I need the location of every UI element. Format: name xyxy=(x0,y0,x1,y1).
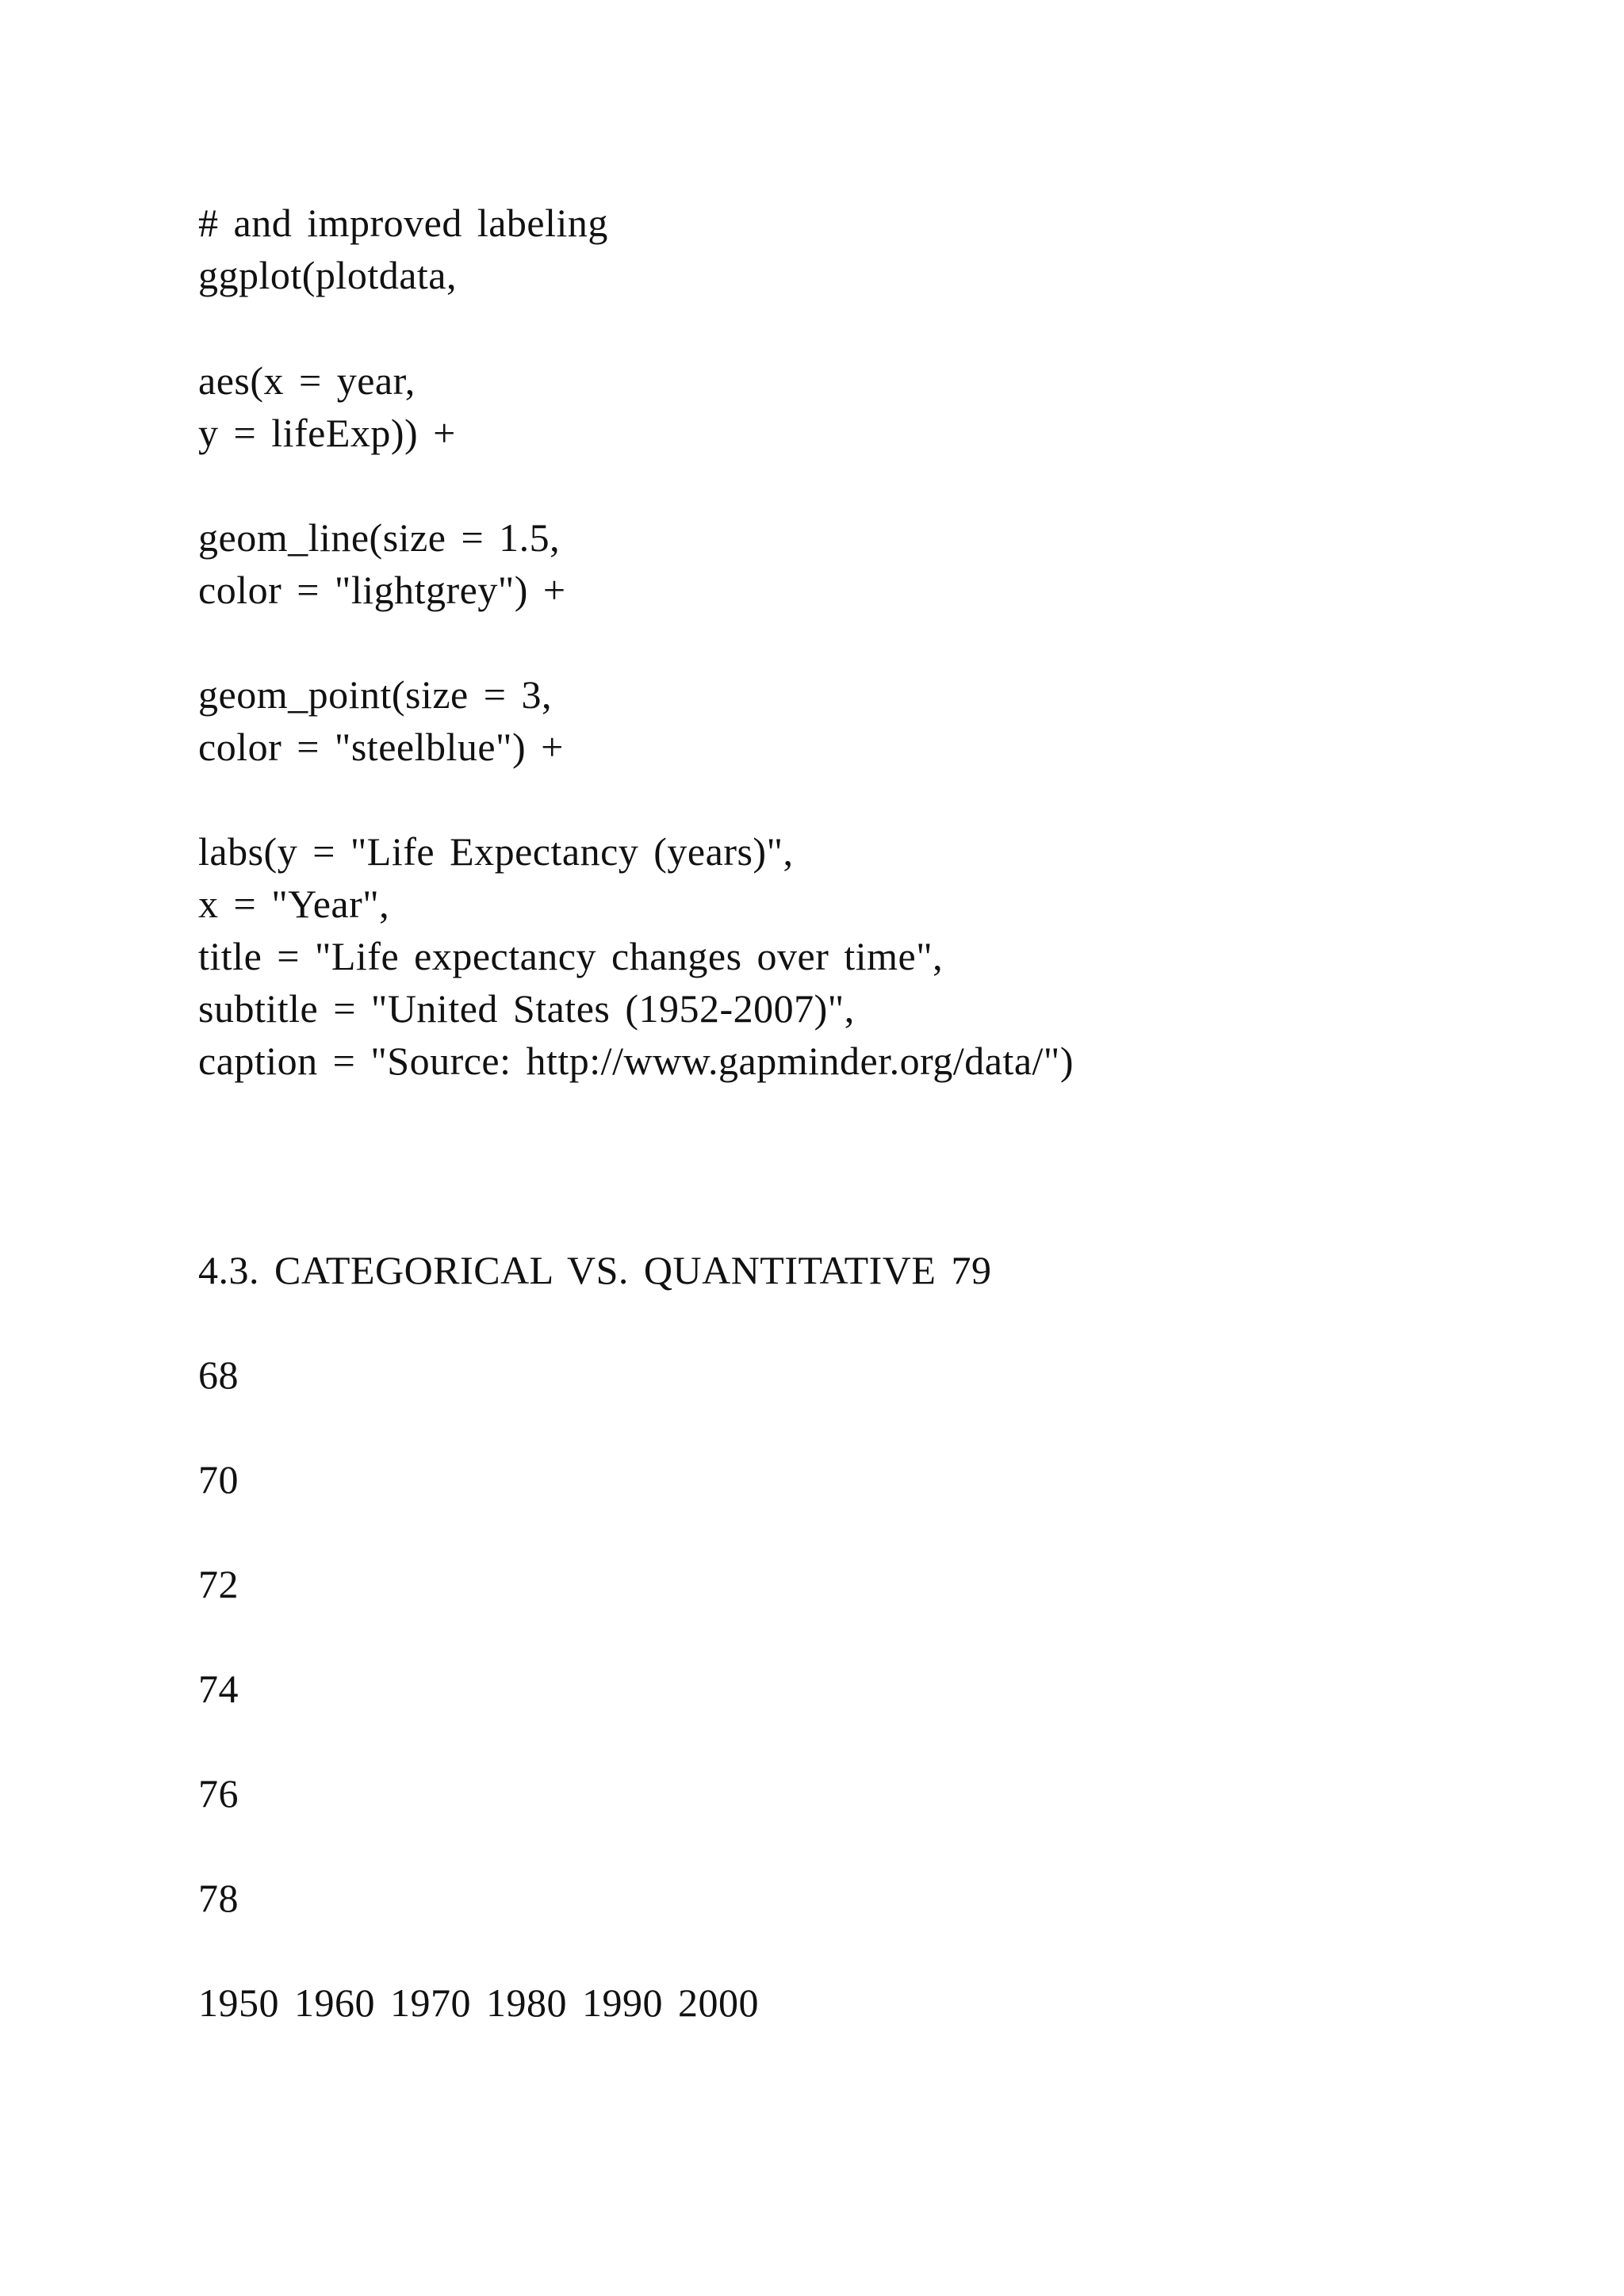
code-line-labs-y: labs(y = "Life Expectancy (years)", xyxy=(198,829,794,874)
code-line-geom-point: geom_point(size = 3, xyxy=(198,672,552,717)
code-line-geom-point-color: color = "steelblue") + xyxy=(198,725,564,769)
y-tick-label: 68 xyxy=(198,1353,239,1397)
section-header: 4.3. CATEGORICAL VS. QUANTITATIVE 79 xyxy=(198,1248,992,1292)
code-line-labs-caption: caption = "Source: http://www.gapminder.org/data/") xyxy=(198,1039,1074,1083)
code-line-labs-title: title = "Life expectancy changes over time", xyxy=(198,934,944,978)
code-line-labs-x: x = "Year", xyxy=(198,882,390,926)
code-line-aes-y: y = lifeExp)) + xyxy=(198,411,456,455)
y-tick-label: 78 xyxy=(198,1876,239,1920)
code-line-geom-line-color: color = "lightgrey") + xyxy=(198,568,566,612)
y-tick-label: 76 xyxy=(198,1771,239,1816)
code-line-labs-subtitle: subtitle = "United States (1952-2007)", xyxy=(198,986,855,1031)
y-tick-label: 72 xyxy=(198,1562,239,1606)
code-line-geom-line: geom_line(size = 1.5, xyxy=(198,515,561,560)
code-line-aes-x: aes(x = year, xyxy=(198,358,416,403)
x-tick-labels-line: 1950 1960 1970 1980 1990 2000 xyxy=(198,1980,759,2025)
code-line-comment: # and improved labeling xyxy=(198,201,608,245)
y-tick-label: 74 xyxy=(198,1667,239,1711)
code-line-ggplot: ggplot(plotdata, xyxy=(198,253,457,297)
y-tick-label: 70 xyxy=(198,1457,239,1502)
